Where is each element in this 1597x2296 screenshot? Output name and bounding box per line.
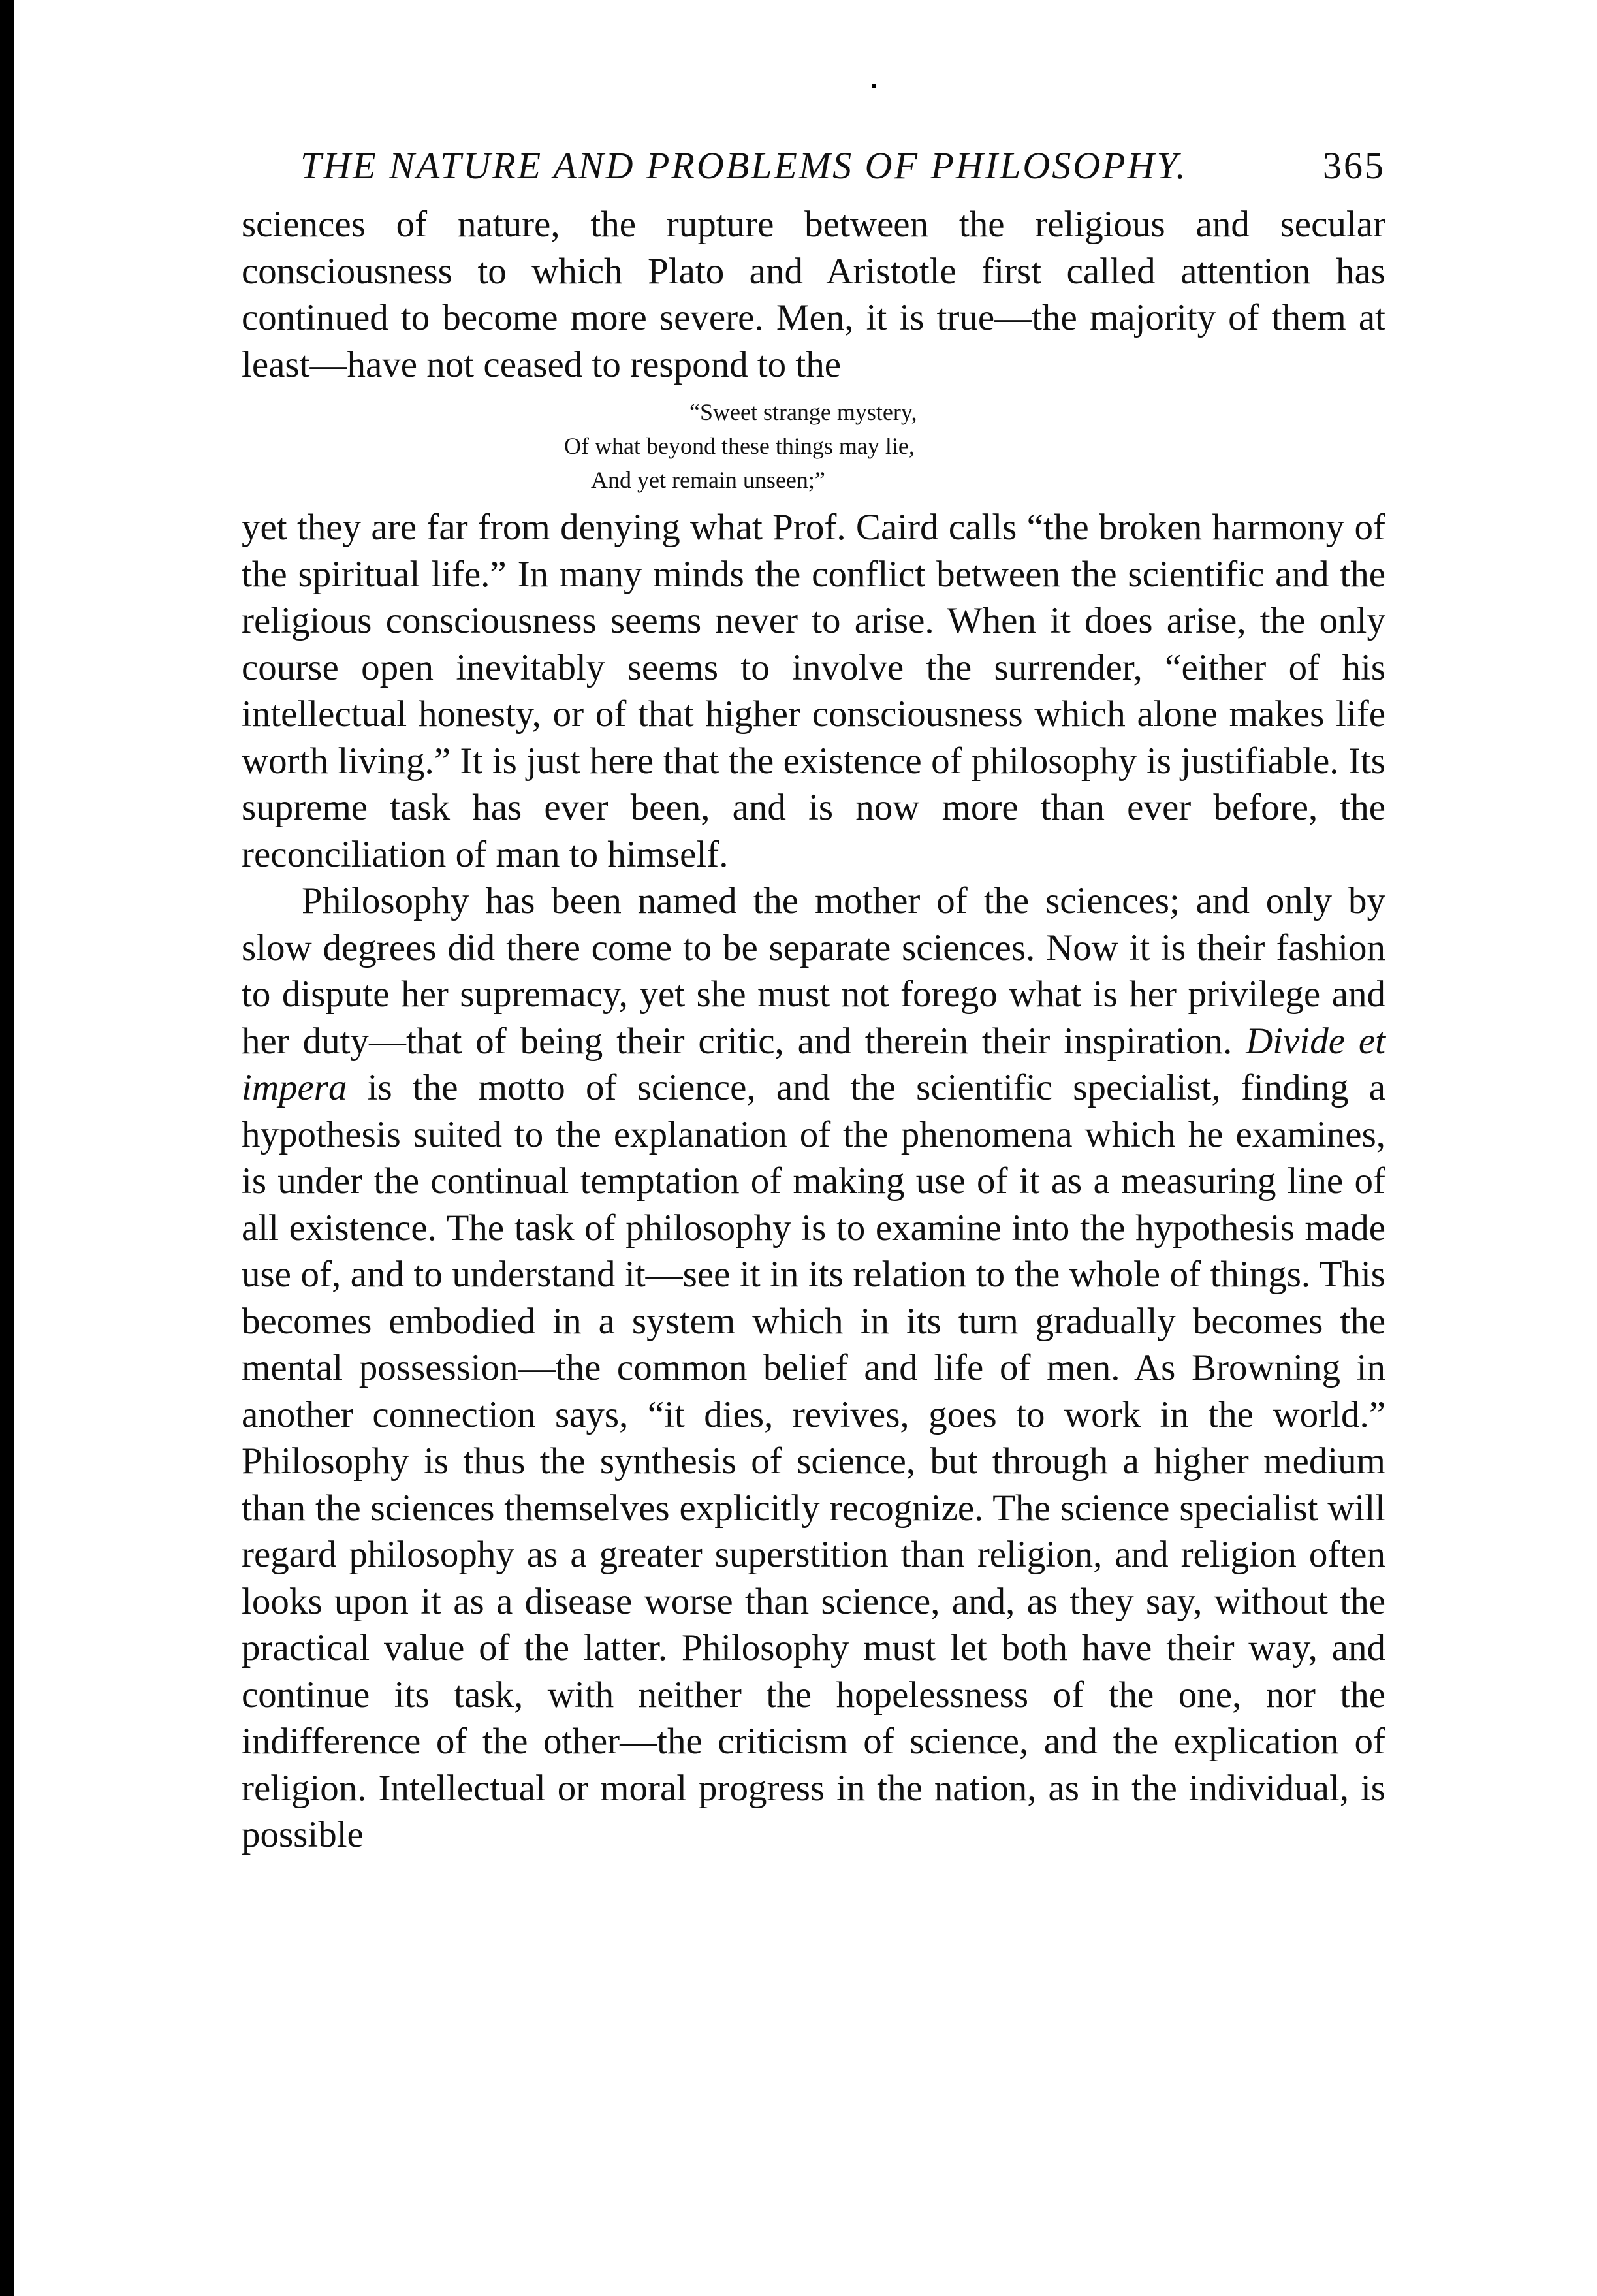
paragraph-3-text-start: Philosophy has been named the mother of the sciences; and only by slow degrees did there come to be separate sciences. Now it is their fashion to dispute her supremacy, yet she must not forego what is her privilege and her duty—that of being their critic, and therein their inspiration.	[242, 880, 1385, 1062]
verse-line-1: “Sweet strange mystery,	[689, 399, 917, 425]
running-title: THE NATURE AND PROBLEMS OF PHILOSOPHY.	[300, 144, 1188, 187]
page-header	[242, 131, 1385, 201]
paragraph-2: yet they are far from denying what Prof. Caird calls “the broken harmony of the spiritual life.” In many minds the conflict between the scientific and the religious consciousness seems never to arise. When it does arise, the only course open inevitably seems to involve the surrender, “either of his intellectual honesty, or of that higher consciousness which alone makes life worth living.” It is just here that the existence of philosophy is justifiable. Its supreme task has ever been, and is now more than ever before, the reconciliation of man to himself.	[242, 507, 1385, 875]
page-number: 365	[1323, 144, 1385, 187]
ink-speck	[872, 84, 876, 88]
verse-line-2: Of what beyond these things may lie,	[564, 433, 915, 459]
book-page	[242, 131, 1385, 1858]
paragraph-1: sciences of nature, the rupture between the religious and secular consciousness to which Plato and Aristotle first called attention has continued to become more severe. Men, it is true—the majority of them at least—have not ceased to respond to the	[242, 204, 1385, 385]
verse-line-3: And yet remain unseen;”	[591, 467, 825, 493]
latin-phrase: Divide et impera	[242, 1020, 1385, 1108]
page-body	[242, 201, 1385, 1858]
paragraph-3	[242, 878, 1385, 1858]
binding-edge	[0, 0, 14, 2296]
verse-quotation	[242, 393, 1385, 498]
paragraph-3-text-end: is the motto of science, and the scientific specialist, finding a hypothesis suited to the explanation of the phenomena which he examines, is under the continual temptation of making use of it as a measuring line of all existence. The task of philosophy is to examine into the hypothesis made use of, and to understand it—see it in its relation to the whole of things. This becomes embodied in a system which in its turn gradually becomes the mental possession—the common belief and life of men. As Browning in another connection says, “it dies, revives, goes to work in the world.” Philosophy is thus the synthesis of science, but through a higher medium than the sciences themselves explicitly recognize. The science specialist will regard philosophy as a greater superstition than religion, and religion often looks upon it as a disease worse than science, and, as they say, without the practical value of the latter. Philosophy must let both have their way, and continue its task, with neither the hopelessness of the one, nor the indifference of the other—the criticism of science, and the explication of religion. Intellectual or moral progress in the nation, as in the individual, is possible	[242, 1067, 1385, 1855]
